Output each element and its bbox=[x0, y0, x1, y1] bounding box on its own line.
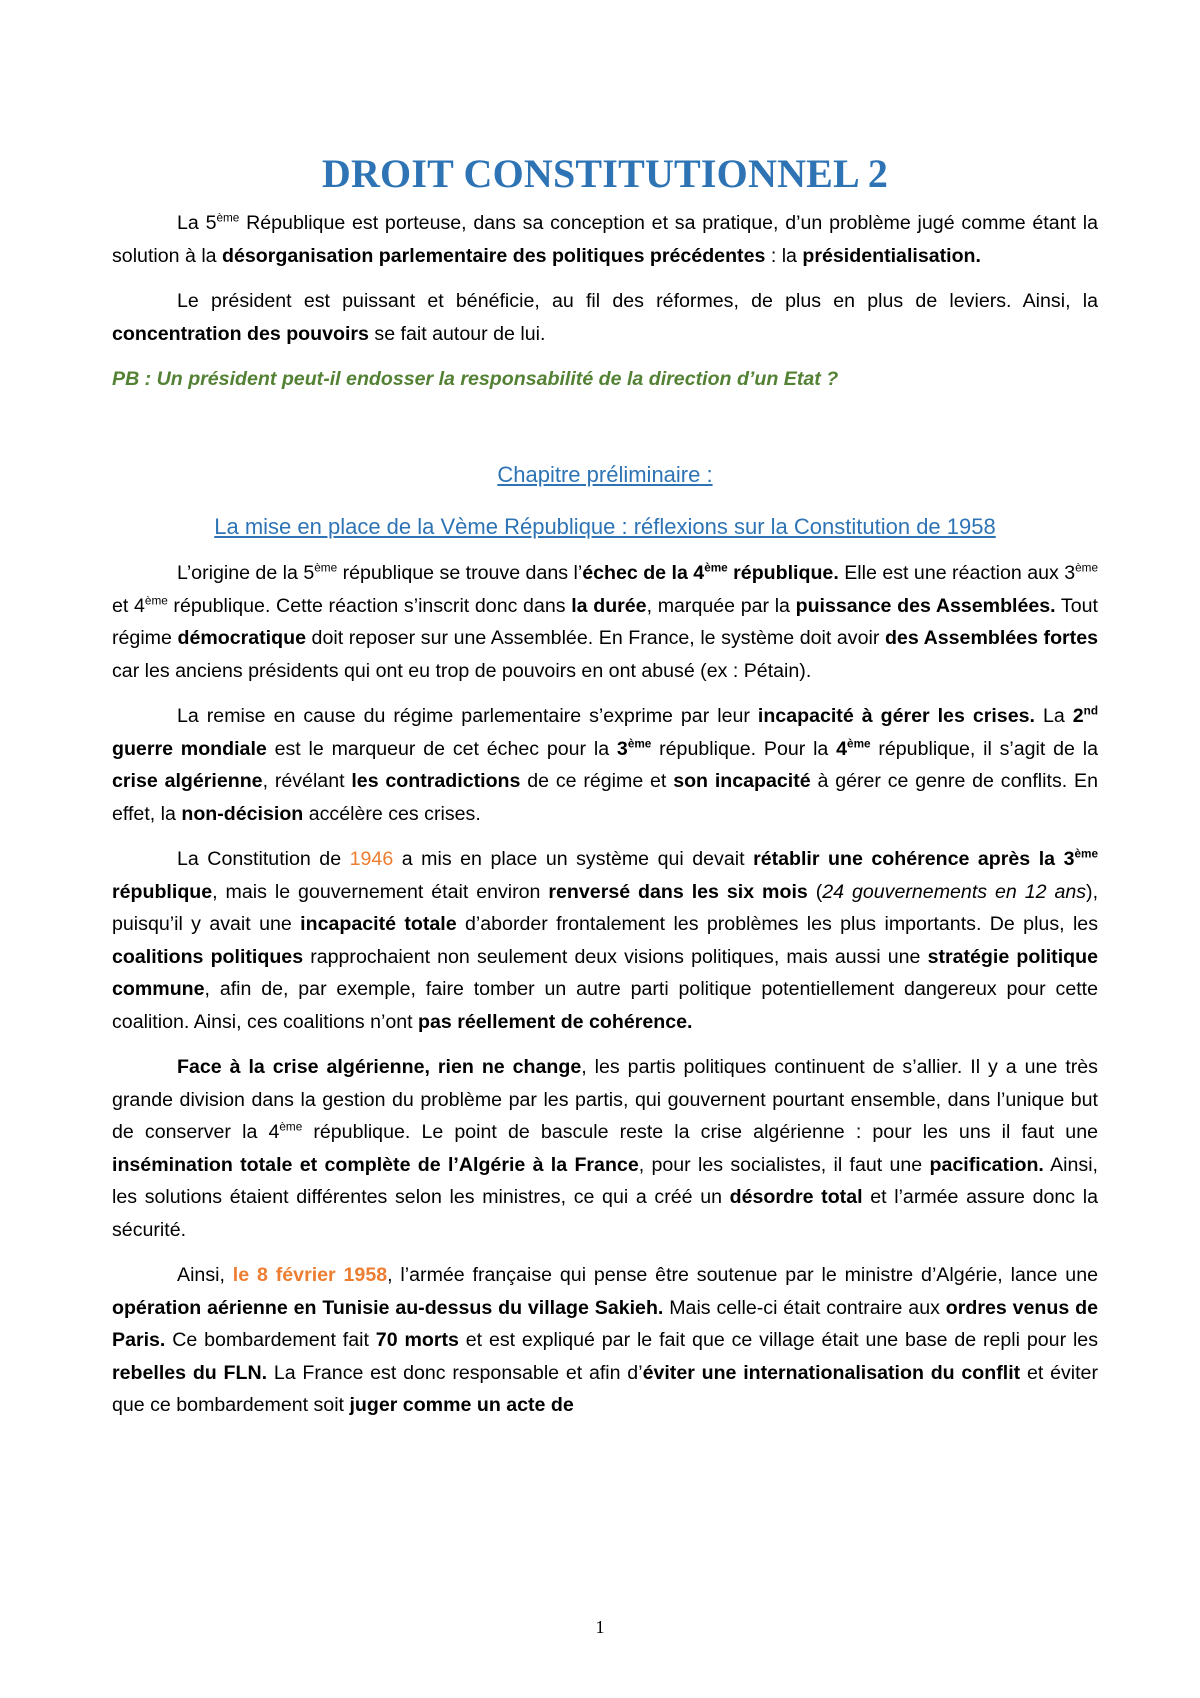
text: 4 bbox=[836, 737, 848, 760]
bold-text: juger comme un acte de bbox=[349, 1394, 574, 1416]
text: République est porteuse, dans sa conception et sa pratique, d’un problème jugé comme étant la solution à la bbox=[112, 212, 1098, 267]
text: : la bbox=[765, 244, 803, 267]
bold-text: opération aérienne en Tunisie au-dessus du village Sakieh. bbox=[112, 1296, 664, 1319]
text: La Constitution de bbox=[177, 848, 350, 870]
bold-text: désordre total bbox=[729, 1186, 863, 1208]
body-paragraph-4 bbox=[112, 1051, 1098, 1246]
text: et éviter que ce bombardement soit bbox=[112, 1361, 1098, 1416]
bold-text: pas réellement de cohérence. bbox=[418, 1010, 693, 1033]
bold-text bbox=[582, 562, 839, 584]
text: république. Le point de bascule reste la crise algérienne : pour les uns il faut une bbox=[302, 1121, 1098, 1143]
italic-text: 24 gouvernements en 12 ans bbox=[822, 880, 1087, 903]
text: La remise en cause du régime parlementaire s’exprime par leur bbox=[177, 705, 758, 727]
text: 3 bbox=[616, 737, 628, 760]
intro-paragraph-1 bbox=[112, 207, 1098, 272]
text: Ainsi, les solutions étaient différentes selon les ministres, ce qui a créé un bbox=[112, 1153, 1099, 1208]
bold-text: pacification. bbox=[929, 1153, 1044, 1176]
chapter-subtitle: La mise en place de la Vème République : réflexions sur la Constitution de 1958 bbox=[214, 514, 996, 539]
chapter-title: Chapitre préliminaire : bbox=[497, 462, 713, 487]
bold-text: non-décision bbox=[181, 802, 304, 825]
text: de ce régime et bbox=[520, 770, 674, 792]
text: 2 bbox=[1072, 705, 1084, 727]
text: et 4 bbox=[112, 594, 145, 617]
bold-text: rebelles du FLN. bbox=[112, 1361, 268, 1384]
text: rapprochaient non seulement deux visions politiques, mais aussi une bbox=[303, 945, 928, 968]
bold-text: incapacité totale bbox=[300, 913, 457, 935]
bold-text: stratégie politique commune bbox=[112, 945, 1098, 1000]
superscript: ème bbox=[1074, 847, 1099, 861]
text: et est expliqué par le fait que ce village était une base de repli pour les bbox=[458, 1329, 1098, 1351]
text: république bbox=[112, 880, 213, 903]
intro-paragraph-2 bbox=[112, 285, 1098, 350]
bold-text bbox=[617, 738, 651, 760]
text: Ainsi, bbox=[177, 1264, 233, 1286]
bold-text: 70 morts bbox=[375, 1329, 459, 1351]
text: guerre mondiale bbox=[112, 737, 267, 760]
bold-text: démocratique bbox=[177, 627, 306, 649]
bold-text: ordres venus de Paris. bbox=[112, 1296, 1098, 1351]
superscript: ème bbox=[627, 736, 652, 750]
superscript: ème bbox=[216, 211, 240, 225]
body-paragraph-5 bbox=[112, 1259, 1098, 1422]
bold-text: présidentialisation. bbox=[802, 244, 981, 267]
bold-text: désorganisation parlementaire des politiques précédentes bbox=[222, 244, 766, 267]
bold-text: crise algérienne bbox=[112, 770, 263, 792]
text: ), puisqu’il y avait une bbox=[112, 880, 1099, 935]
text: car les anciens présidents qui ont eu trop de pouvoirs en ont abusé (ex : Pétain). bbox=[112, 659, 812, 682]
page-content bbox=[112, 150, 1098, 1435]
superscript: ème bbox=[704, 561, 728, 575]
body-paragraph-1 bbox=[112, 557, 1098, 687]
text: république. bbox=[727, 562, 839, 584]
text: , mais le gouvernement était environ bbox=[212, 880, 549, 903]
bold-text: renversé dans les six mois bbox=[548, 880, 808, 903]
superscript: ème bbox=[314, 561, 338, 575]
text: ( bbox=[807, 880, 823, 903]
text: rétablir une cohérence après la 3 bbox=[753, 848, 1075, 870]
text: Ce bombardement fait bbox=[165, 1329, 376, 1351]
bold-text: des Assemblées fortes bbox=[884, 627, 1098, 649]
superscript: ème bbox=[1075, 561, 1098, 575]
problematique: PB : Un président peut-il endosser la responsabilité de la direction d’un Etat ? bbox=[112, 368, 839, 390]
highlighted-date: le 8 février 1958 bbox=[232, 1264, 388, 1286]
page-number: 1 bbox=[595, 1617, 605, 1637]
bold-text: Face à la crise algérienne, rien ne change bbox=[177, 1056, 582, 1078]
bold-text: éviter une internationalisation du conflit bbox=[642, 1361, 1021, 1384]
text: Elle est une réaction aux 3 bbox=[838, 562, 1076, 584]
superscript: ème bbox=[144, 593, 168, 607]
bold-text: incapacité à gérer les crises. bbox=[757, 705, 1035, 727]
bold-text: la durée bbox=[571, 594, 647, 617]
text: d’aborder frontalement les problèmes les plus importants. De plus, les bbox=[456, 913, 1098, 935]
text: à gérer ce genre de conflits. En effet, la bbox=[112, 770, 1098, 825]
text: , les partis politiques continuent de s’allier. Il y a une très grande division dans la gestion du problème par les partis, qui gouvernent pourtant ensemble, dans l’unique but de conserver la 4 bbox=[112, 1056, 1098, 1143]
bold-text: puissance des Assemblées. bbox=[795, 594, 1056, 617]
superscript: nd bbox=[1083, 704, 1098, 718]
superscript: ème bbox=[279, 1120, 303, 1134]
bold-text: insémination totale et complète de l’Algérie à la France bbox=[112, 1153, 639, 1176]
text: , révélant bbox=[262, 770, 352, 792]
text: et l’armée assure donc la sécurité. bbox=[112, 1186, 1098, 1241]
highlighted-date: 1946 bbox=[349, 848, 394, 870]
text: , marquée par la bbox=[646, 594, 796, 617]
text: république. Pour la bbox=[651, 737, 837, 760]
text: a mis en place un système qui devait bbox=[393, 848, 754, 870]
superscript: ème bbox=[847, 736, 871, 750]
bold-text: les contradictions bbox=[351, 770, 521, 792]
text: se fait autour de lui. bbox=[368, 322, 546, 345]
text: L’origine de la 5 bbox=[177, 562, 315, 584]
text: La 5 bbox=[177, 212, 217, 234]
text: accélère ces crises. bbox=[303, 802, 481, 825]
text: république, il s’agit de la bbox=[870, 737, 1098, 760]
document-title: DROIT CONSTITUTIONNEL 2 bbox=[321, 151, 889, 196]
text: , l’armée française qui pense être soutenue par le ministre d’Algérie, lance une bbox=[387, 1264, 1098, 1286]
text: Mais celle-ci était contraire aux bbox=[663, 1296, 946, 1319]
bold-text bbox=[836, 738, 870, 760]
body-paragraph-3 bbox=[112, 843, 1098, 1038]
bold-text: coalitions politiques bbox=[112, 945, 304, 968]
text: La bbox=[1034, 705, 1073, 727]
text: La France est donc responsable et afin d’ bbox=[267, 1361, 643, 1384]
text: , pour les socialistes, il faut une bbox=[638, 1153, 930, 1176]
text: est le marqueur de cet échec pour la bbox=[266, 737, 617, 760]
body-paragraph-2 bbox=[112, 700, 1098, 830]
text: Le président est puissant et bénéficie, au fil des réformes, de plus en plus de leviers. Ainsi, la bbox=[177, 290, 1098, 312]
text: , afin de, par exemple, faire tomber un autre parti politique potentiellement dangereux pour cette coalition. Ainsi, ces coalitions n’ont bbox=[112, 978, 1098, 1033]
text: doit reposer sur une Assemblée. En France, le système doit avoir bbox=[305, 627, 885, 649]
text: Tout régime bbox=[112, 594, 1098, 649]
text: échec de la 4 bbox=[582, 562, 705, 584]
text: république se trouve dans l’ bbox=[337, 562, 583, 584]
text: république. Cette réaction s’inscrit donc dans bbox=[167, 594, 572, 617]
bold-text: son incapacité bbox=[673, 770, 811, 792]
bold-text: concentration des pouvoirs bbox=[112, 322, 369, 345]
